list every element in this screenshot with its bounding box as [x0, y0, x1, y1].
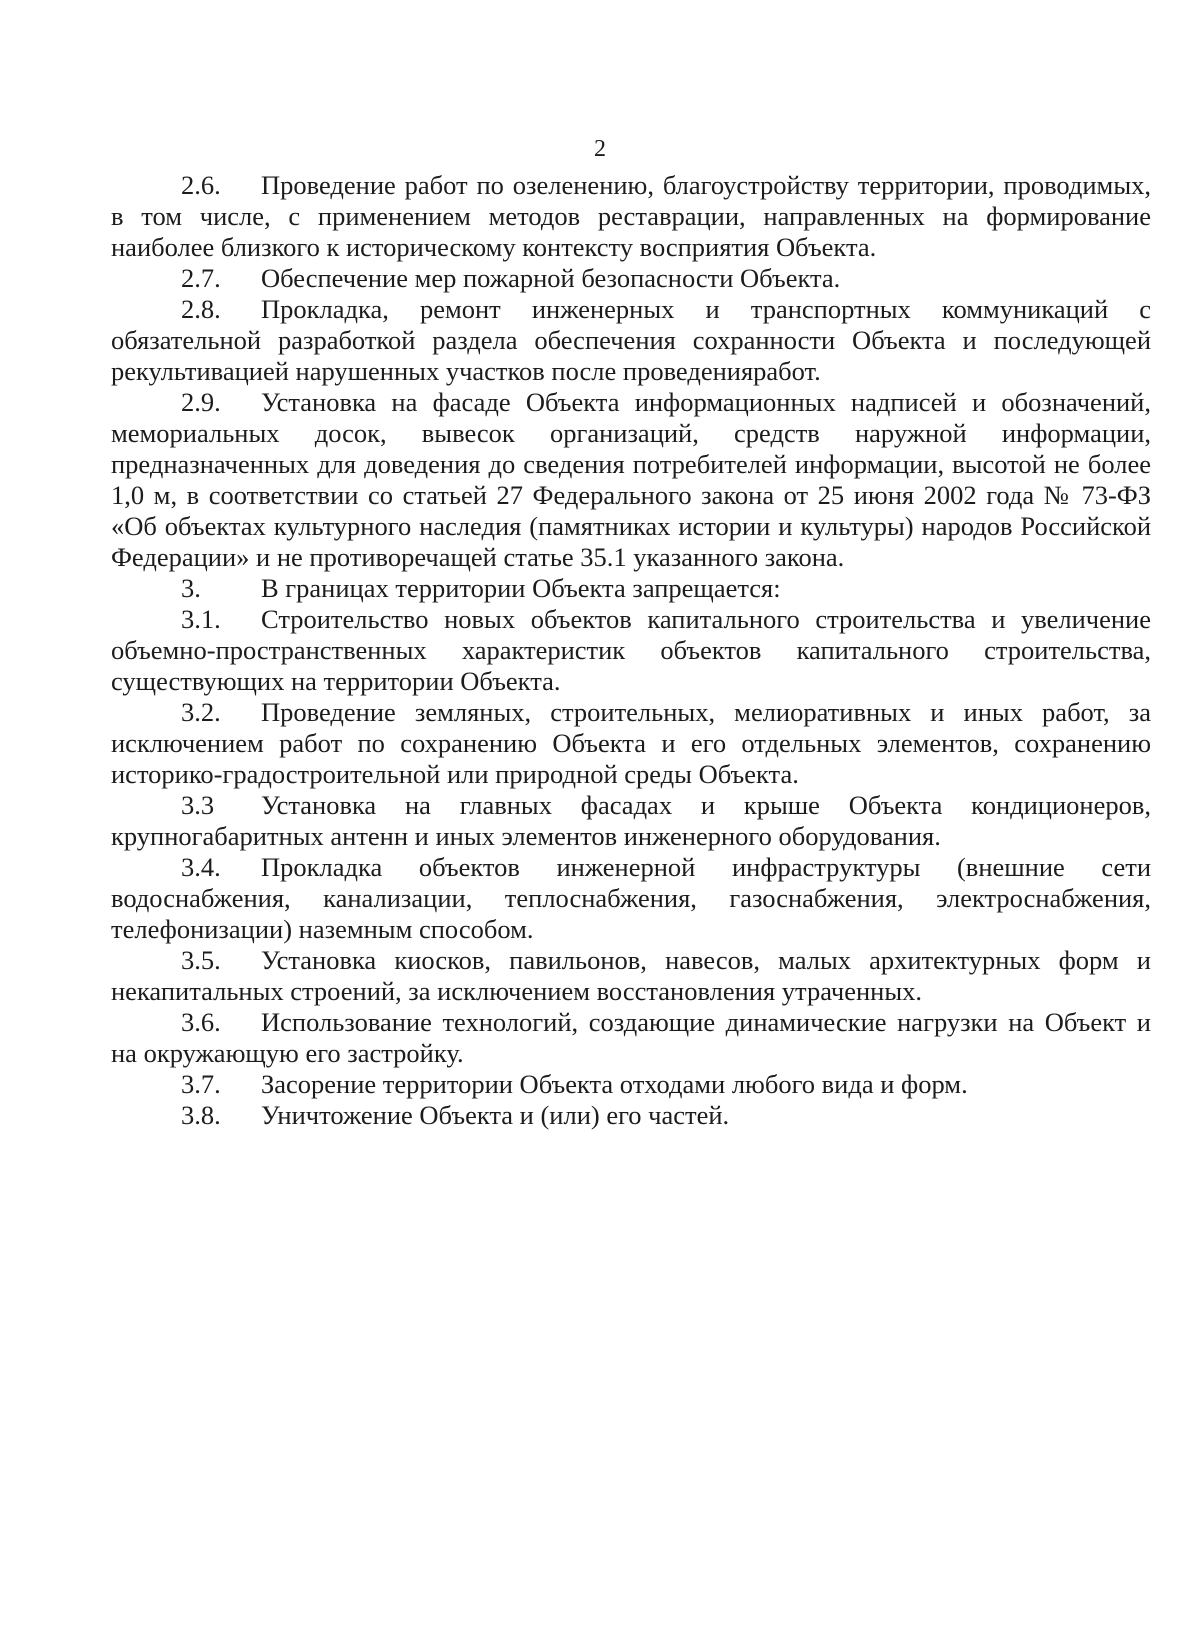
paragraph-text: Засорение территории Объекта отходами любого вида и форм. [261, 1069, 968, 1099]
paragraph-3-2 [111, 697, 1151, 790]
paragraph-text: В границах территории Объекта запрещается: [261, 573, 781, 603]
paragraph-text: Проведение работ по озеленению, благоустройству территории, проводимых, в том числе, с применением методов реставрации, направленных на формирование наиболее близкого к историческому контексту восприятия Объекта. [111, 170, 1151, 262]
paragraph-number: 2.6. [181, 170, 221, 200]
paragraph-3-8 [111, 1100, 1151, 1131]
paragraph-2-9 [111, 387, 1151, 573]
paragraph-number: 3.5. [181, 945, 221, 975]
paragraph-3-3 [111, 790, 1151, 852]
paragraph-2-8 [111, 294, 1151, 387]
paragraph-text: Уничтожение Объекта и (или) его частей. [261, 1100, 730, 1130]
paragraph-number: 3.4. [181, 852, 221, 882]
paragraph-3 [111, 573, 1151, 604]
paragraph-3-4 [111, 852, 1151, 945]
paragraph-3-7 [111, 1069, 1151, 1100]
paragraph-number: 3. [181, 573, 201, 603]
paragraph-text: Установка на фасаде Объекта информационных надписей и обозначений, мемориальных досок, вывесок организаций, средств наружной информации, предназначенных для доведения до сведения потребителей информации, высотой не более 1,0 м, в соответствии со статьей 27 Федерального закона от 25 июня 2002 года № 73-ФЗ «Об объектах культурного наследия (памятниках истории и культуры) народов Российской Федерации» и не противоречащей статье 35.1 указанного закона. [111, 387, 1151, 572]
paragraph-text: Прокладка, ремонт инженерных и транспортных коммуникаций с обязательной разработкой раздела обеспечения сохранности Объекта и последующей рекультивацией нарушенных участков после проведенияработ. [111, 294, 1151, 386]
paragraph-text: Использование технологий, создающие динамические нагрузки на Объект и на окружающую его застройку. [111, 1007, 1151, 1068]
page-number: 2 [594, 136, 606, 162]
paragraph-3-1 [111, 604, 1151, 697]
paragraph-number: 3.7. [181, 1069, 221, 1099]
paragraph-text: Обеспечение мер пожарной безопасности Объекта. [261, 263, 841, 293]
paragraph-3-5 [111, 945, 1151, 1007]
paragraph-number: 3.8. [181, 1100, 221, 1130]
paragraph-text: Установка на главных фасадах и крыше Объекта кондиционеров, крупногабаритных антенн и иных элементов инженерного оборудования. [111, 790, 1151, 851]
paragraph-2-7 [111, 263, 1151, 294]
paragraph-text: Прокладка объектов инженерной инфраструктуры (внешние сети водоснабжения, канализации, теплоснабжения, газоснабжения, электроснабжения, телефонизации) наземным способом. [111, 852, 1151, 944]
paragraph-3-6 [111, 1007, 1151, 1069]
paragraph-2-6 [111, 170, 1151, 263]
paragraph-number: 2.8. [181, 294, 221, 324]
paragraph-text: Установка киосков, павильонов, навесов, малых архитектурных форм и некапитальных строений, за исключением восстановления утраченных. [111, 945, 1151, 1006]
paragraph-number: 2.9. [181, 387, 221, 417]
paragraph-number: 2.7. [181, 263, 221, 293]
paragraph-text: Проведение земляных, строительных, мелиоративных и иных работ, за исключением работ по сохранению Объекта и его отдельных элементов, сохранению историко-градостроительной или природной среды Объекта. [111, 697, 1151, 789]
paragraph-number: 3.3 [181, 790, 215, 820]
paragraph-text: Строительство новых объектов капитального строительства и увеличение объемно-пространственных характеристик объектов капитального строительства, существующих на территории Объекта. [111, 604, 1151, 696]
paragraph-number: 3.1. [181, 604, 221, 634]
paragraph-number: 3.6. [181, 1007, 221, 1037]
document-body [111, 170, 1151, 1131]
paragraph-number: 3.2. [181, 697, 221, 727]
